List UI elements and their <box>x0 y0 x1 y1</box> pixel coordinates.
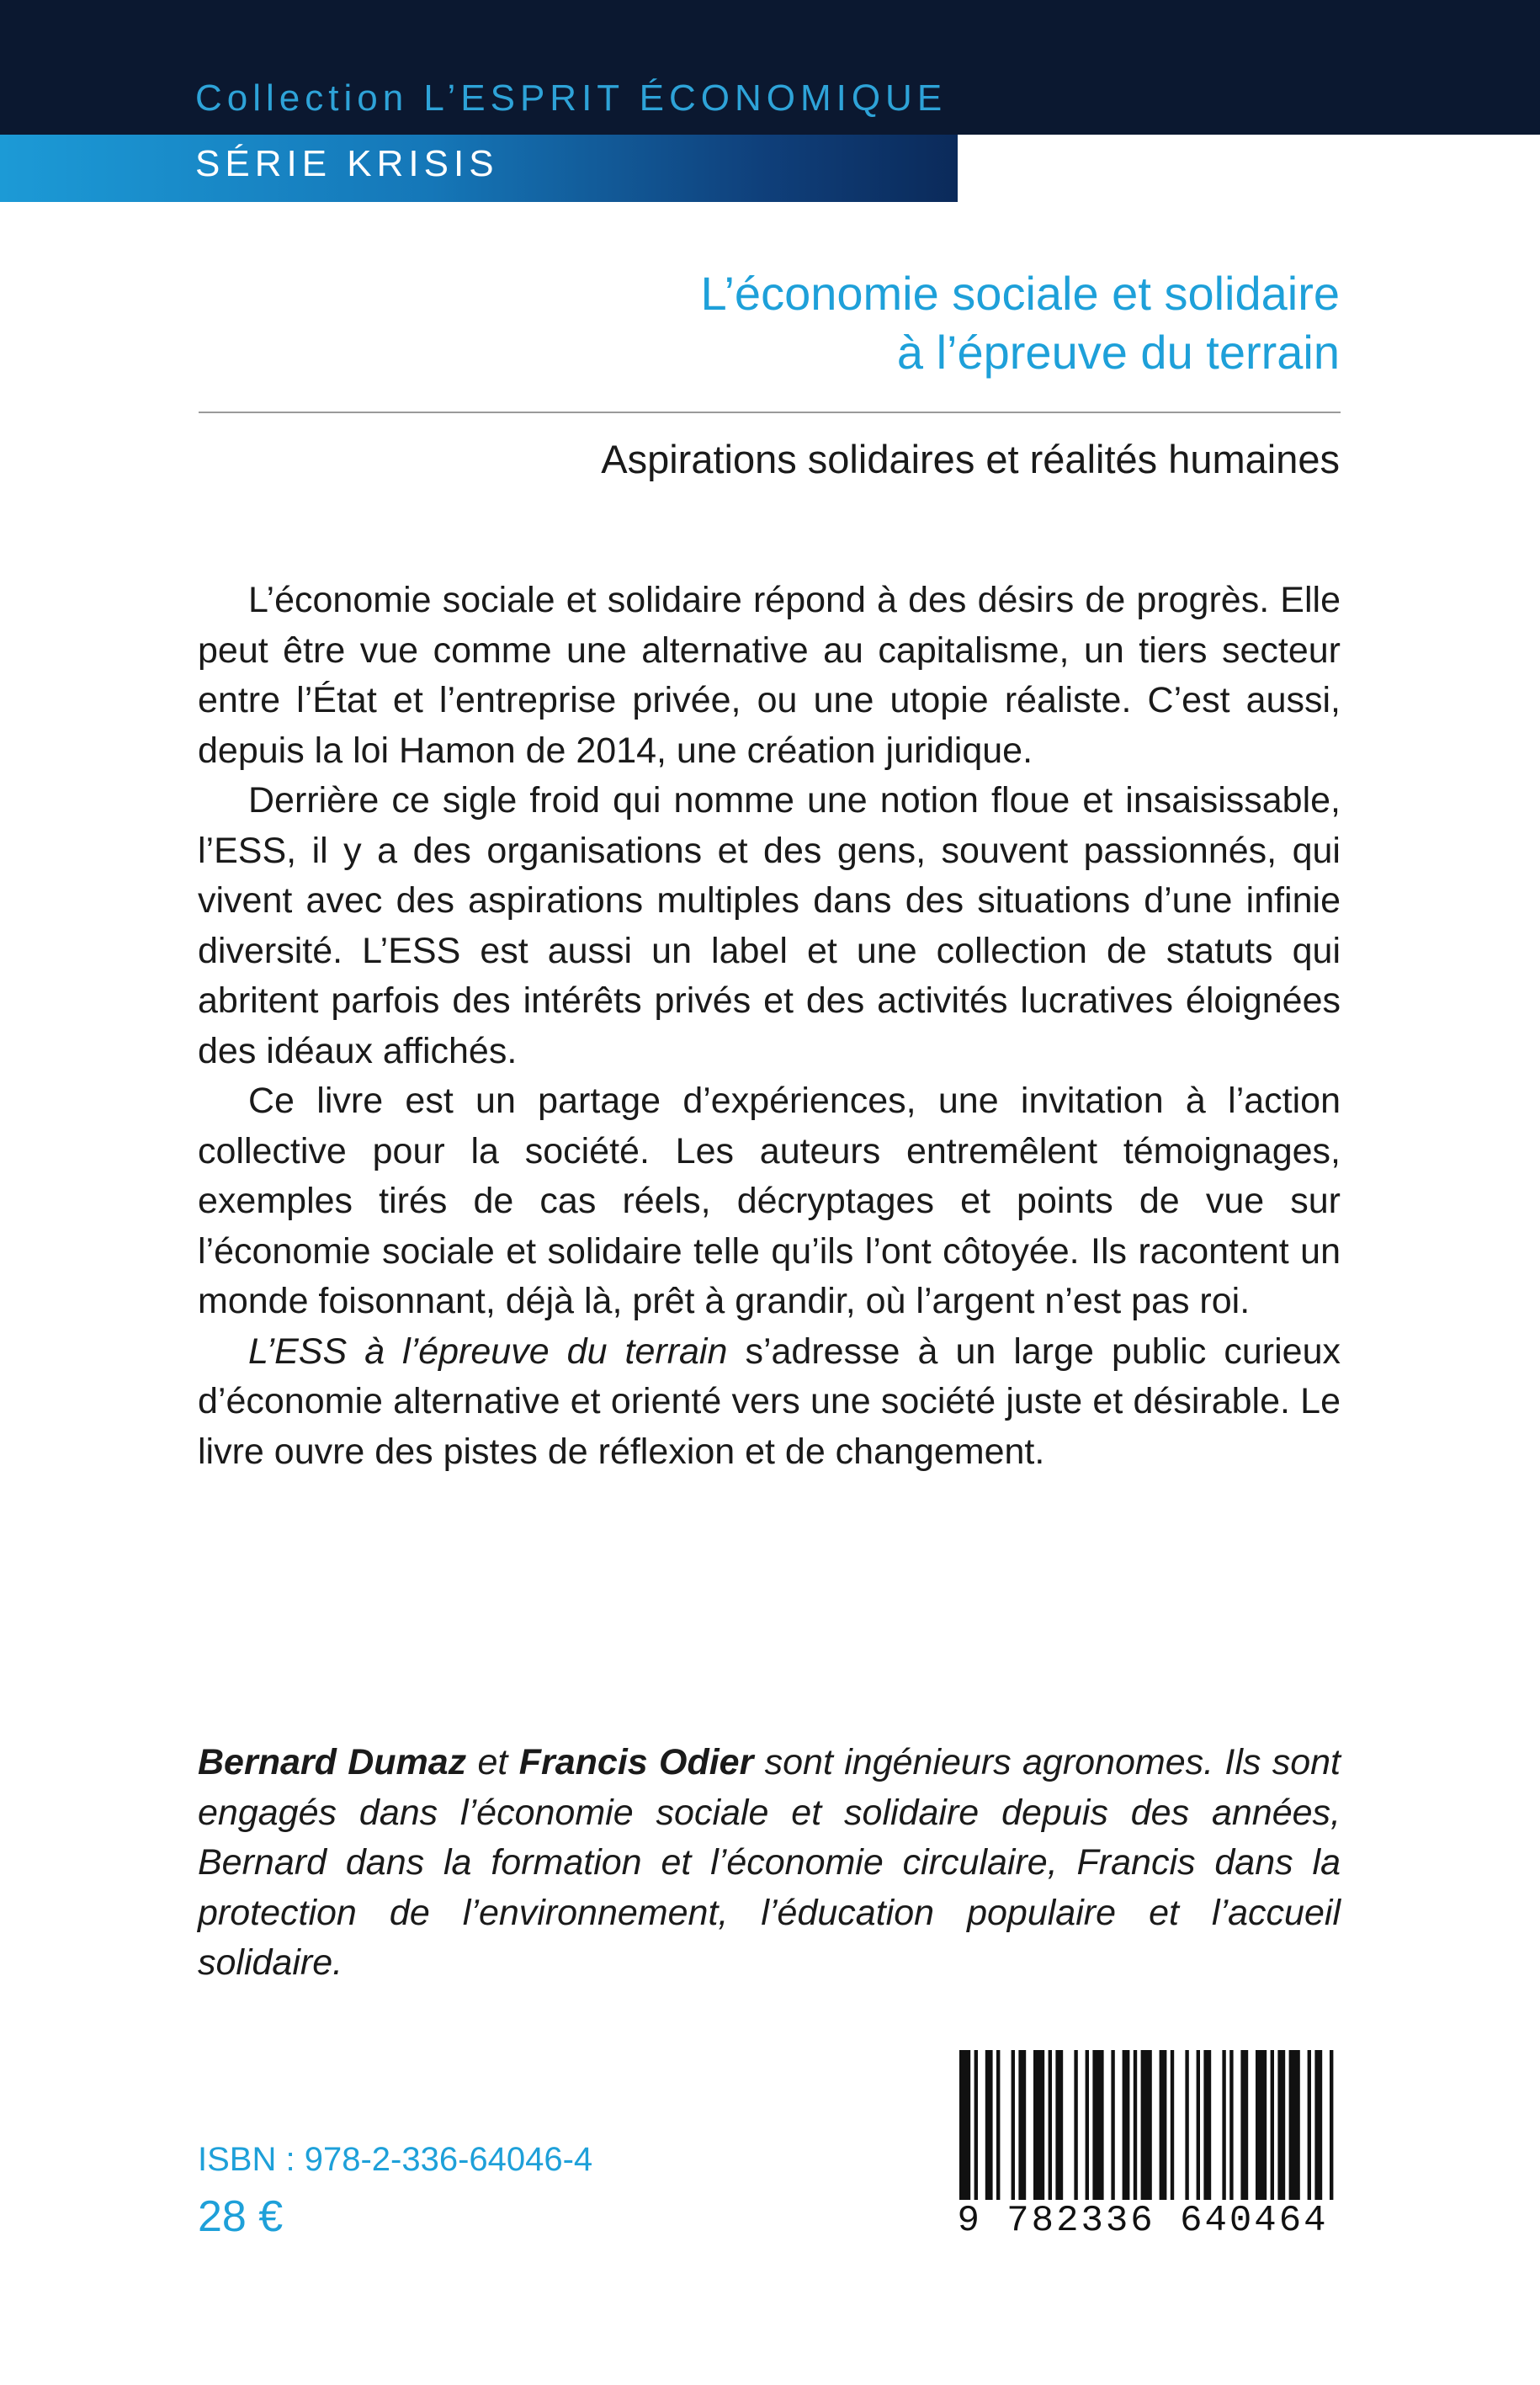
barcode-bar <box>1171 2050 1174 2202</box>
book-title <box>246 264 1340 382</box>
barcode-bar <box>1289 2050 1300 2202</box>
barcode-bar <box>1256 2050 1267 2202</box>
blurb-paragraph-3: Ce livre est un partage d’expériences, une invitation à l’action collective pour la société. Les auteurs entremêlent témoignages, exemples tirés de cas réels, décryptages et points de vue sur l’économie sociale et solidaire telle qu’ils l’ont côtoyée. Ils racontent un monde foisonnant, déjà là, prêt à grandir, où l’argent n’est pas roi. <box>198 1081 1341 1321</box>
barcode-bar <box>1111 2050 1114 2202</box>
barcode-bar <box>1092 2050 1103 2202</box>
book-title-line-2: à l’épreuve du terrain <box>896 326 1340 379</box>
barcode-bar <box>1033 2050 1044 2202</box>
barcode-bar <box>1229 2050 1233 2202</box>
barcode-bar <box>959 2050 970 2202</box>
barcode-bar <box>1185 2050 1188 2202</box>
barcode-bar <box>1277 2050 1285 2202</box>
barcode-bar <box>1197 2050 1200 2202</box>
barcode-bar <box>1308 2050 1311 2202</box>
blurb-paragraph-4 <box>198 1327 1341 1478</box>
blurb-paragraph-4-text: s’adresse à un large public curieux d’économie alternative et orienté vers une société juste et désirable. Le livre ouvre des pistes de réflexion et de changement. <box>198 1331 1341 1472</box>
collection-label: Collection L’ESPRIT ÉCONOMIQUE <box>195 77 948 119</box>
barcode-bar <box>1271 2050 1274 2202</box>
book-subtitle: Aspirations solidaires et réalités humaines <box>601 437 1340 481</box>
blurb-paragraph-1: L’économie sociale et solidaire répond à des désirs de progrès. Elle peut être vue comme une alternative au capitalisme, un tiers secteur entre l’État et l’entreprise privée, ou une utopie réaliste. C’est aussi, depuis la loi Hamon de 2014, une création juridique. <box>198 580 1341 771</box>
barcode-bar <box>974 2050 978 2202</box>
barcode-bar <box>1203 2050 1211 2202</box>
series-label: SÉRIE KRISIS <box>195 143 499 184</box>
barcode-bar <box>985 2050 993 2202</box>
barcode-bar <box>1222 2050 1225 2202</box>
barcode-bar <box>1012 2050 1015 2202</box>
barcode-bar <box>1123 2050 1130 2202</box>
barcode-bar <box>1134 2050 1137 2202</box>
barcode-bar <box>1141 2050 1152 2202</box>
price-label: 28 € <box>198 2192 284 2241</box>
barcode-bar <box>1018 2050 1026 2202</box>
author-name-1: Bernard Dumaz <box>198 1742 467 1782</box>
author-bio <box>198 1738 1341 1989</box>
barcode-bar <box>996 2050 1000 2202</box>
barcode-bar <box>1074 2050 1077 2202</box>
author-bio-text: sont ingénieurs agronomes. Ils sont engagés dans l’économie sociale et solidaire depuis des années, Bernard dans la formation et l’économie circulaire, Francis dans la protection de l’environnement, l’éducation populaire et l’accueil solidaire. <box>198 1742 1341 1983</box>
isbn-label: ISBN : 978-2-336-64046-4 <box>198 2141 593 2178</box>
barcode-bar <box>1049 2050 1052 2202</box>
barcode-digits: 9 782336 640464 <box>941 2200 1345 2242</box>
barcode-bar <box>1330 2050 1333 2202</box>
author-conjunction: et <box>466 1742 519 1782</box>
book-title-line-1: L’économie sociale et solidaire <box>700 267 1340 320</box>
author-name-2: Francis Odier <box>518 1742 754 1782</box>
barcode-bar <box>1240 2050 1248 2202</box>
barcode-bar <box>1160 2050 1167 2202</box>
blurb-paragraph-2: Derrière ce sigle froid qui nomme une notion floue et insaisissable, l’ESS, il y a des organisations et des gens, souvent passionnés, qui vivent avec des aspirations multiples dans des situations d’une infinie diversité. L’ESS est aussi un label et une collection de statuts qui abritent parfois des intérêts privés et des activités lucratives éloignées des idéaux affichés. <box>198 780 1341 1071</box>
back-cover-blurb <box>198 576 1341 1477</box>
blurb-book-title-italic: L’ESS à l’épreuve du terrain <box>248 1331 728 1372</box>
barcode-bar <box>1086 2050 1089 2202</box>
barcode-bar <box>1055 2050 1063 2202</box>
barcode-bar <box>1314 2050 1322 2202</box>
title-divider <box>199 412 1341 413</box>
